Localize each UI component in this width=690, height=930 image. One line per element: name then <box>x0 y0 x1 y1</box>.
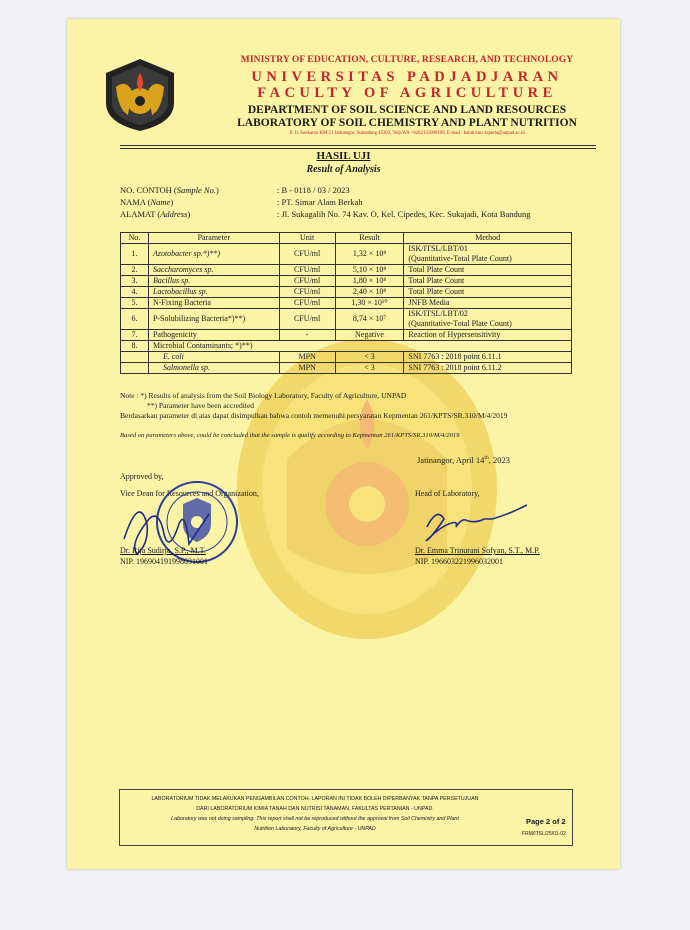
table-row: 2. Saccharomyces sp. CFU/ml 5,10 × 10⁸ Total Plate Count <box>121 265 572 276</box>
faculty-name: FACULTY OF AGRICULTURE <box>257 85 557 101</box>
left-signer-role: Vice Dean for Resources and Organization, <box>120 489 259 498</box>
table-row: 7. Pathogenicity - Negative Reaction of Hypersensitivity <box>121 330 572 341</box>
footer-line-1: LABORATORIUM TIDAK MELAKUKAN PENGAMBILAN CONTOH. LAPORAN INI TIDAK BOLEH DIPERBANYAK TANPA PERSETUJUAN <box>151 796 479 802</box>
left-signer-name: Dr. Rija Sudirja, S.P., M.T. <box>120 546 206 555</box>
right-signer-nip: NIP. 196603221996032001 <box>415 557 504 566</box>
conclusion-id: Berdasarkan parameter di atas dapat disimpulkan bahwa contoh memenuhi persyaratan Kepmentan 261/KPTS/SR.310/M/4/2019 <box>120 411 508 420</box>
left-signer-nip: NIP. 196904191998031001 <box>120 557 209 566</box>
address-value: : Jl. Sukagalih No. 74 Kav. O, Kel. Cipedes, Kec. Sukajadi, Kota Bandung <box>277 209 531 219</box>
sample-no-value: : B - 0118 / 03 / 2023 <box>277 185 350 195</box>
right-signer-role: Head of Laboratory, <box>415 489 480 498</box>
table-row: 6. P-Solubilizing Bacteria*)**) CFU/ml 8,74 × 10⁷ ISK/ITSL/LBT/02 <box>121 309 572 320</box>
name-value: : PT. Simar Alam Berkah <box>277 197 363 207</box>
university-logo <box>102 57 178 133</box>
header-divider <box>120 145 596 146</box>
department-name: DEPARTMENT OF SOIL SCIENCE AND LAND RESOURCES <box>247 104 567 116</box>
col-header-method: Method <box>404 233 572 244</box>
form-code: FRM/ITSL/25/01-02 <box>522 831 566 837</box>
header-divider-thin <box>120 148 596 149</box>
table-row: 4. Lactobacillus sp. CFU/ml 2,40 × 10⁸ Total Plate Count <box>121 287 572 298</box>
footer-line-3: Laboratory was not doing sampling. This report shall not be reproduced without the approval from Soil Chemistry and Plant <box>171 816 459 822</box>
document-page <box>67 19 620 869</box>
col-header-parameter: Parameter <box>148 233 279 244</box>
footer-disclaimer-box <box>119 789 573 846</box>
col-header-unit: Unit <box>279 233 335 244</box>
head-of-laboratory-signature <box>422 497 532 545</box>
sample-no-label: NO. CONTOH (Sample No.) <box>120 185 219 195</box>
report-date: Jatinangor, April 14th, 2023 <box>417 455 510 465</box>
table-row: 5. N-Fixing Bacteria CFU/ml 1,30 × 10¹⁰ JNFB Media <box>121 298 572 309</box>
note-2: **) Parameter have been accredited <box>147 401 255 410</box>
table-row: 1. Azotobacter sp.*)**) CFU/ml 1,32 × 10⁸ ISK/ITSL/LBT/01 <box>121 244 572 255</box>
ministry-name: MINISTRY OF EDUCATION, CULTURE, RESEARCH, AND TECHNOLOGY <box>240 55 574 65</box>
name-label: NAMA (Name) <box>120 197 174 207</box>
note-1: Note : *) Results of analysis from the Soil Biology Laboratory, Faculty of Agriculture, UNPAD <box>120 391 407 400</box>
table-row: 8. Microbial Contaminants; *)**) <box>121 341 572 352</box>
table-row-cont: (Quantitative-Total Plate Count) <box>121 254 572 265</box>
university-name: UNIVERSITAS PADJADJARAN <box>251 69 563 85</box>
results-table <box>120 232 572 374</box>
approved-by-label: Approved by, <box>120 472 164 481</box>
address-label: ALAMAT (Address) <box>120 209 191 219</box>
document-title: HASIL UJI <box>316 150 371 162</box>
conclusion-en: Based on parameters above, could be concluded that the sample is qualify according to Kepmentan 261/KPTS/SR.310/M/4/2019 <box>120 432 460 439</box>
table-header-row <box>121 233 572 244</box>
col-header-no: No. <box>121 233 149 244</box>
table-subrow: Salmonella sp. MPN < 3 SNI 7763 : 2018 point 6.11.2 <box>121 363 572 374</box>
document-subtitle: Result of Analysis <box>306 164 381 175</box>
footer-line-4: Nutrition Laboratory, Faculty of Agriculture - UNPAD <box>254 826 376 832</box>
table-row: 3. Bacillus sp. CFU/ml 1,80 × 10⁸ Total Plate Count <box>121 276 572 287</box>
right-signer-name: Dr. Emma Trinurani Sofyan, S.T., M.P. <box>415 546 540 555</box>
laboratory-name: LABORATORY OF SOIL CHEMISTRY AND PLANT NUTRITION <box>237 117 577 129</box>
col-header-result: Result <box>335 233 404 244</box>
table-subrow: E. coli MPN < 3 SNI 7763 : 2018 point 6.11.1 <box>121 352 572 363</box>
footer-line-2: DARI LABORATORIUM KIMIA TANAH DAN NUTRISI TANAMAN, FAKULTAS PERTANIAN - UNPAD. <box>196 806 434 812</box>
header-address: Jl. Ir. Soekarno KM 21 Jatinangor, Sumedang 45363, Telp/WA +6282125008109, E-mail : kalab.kinc.faperta@unpad.ac.id <box>289 131 525 136</box>
page-number: Page 2 of 2 <box>526 817 566 826</box>
table-row-cont: (Quantitative-Total Plate Count) <box>121 319 572 330</box>
